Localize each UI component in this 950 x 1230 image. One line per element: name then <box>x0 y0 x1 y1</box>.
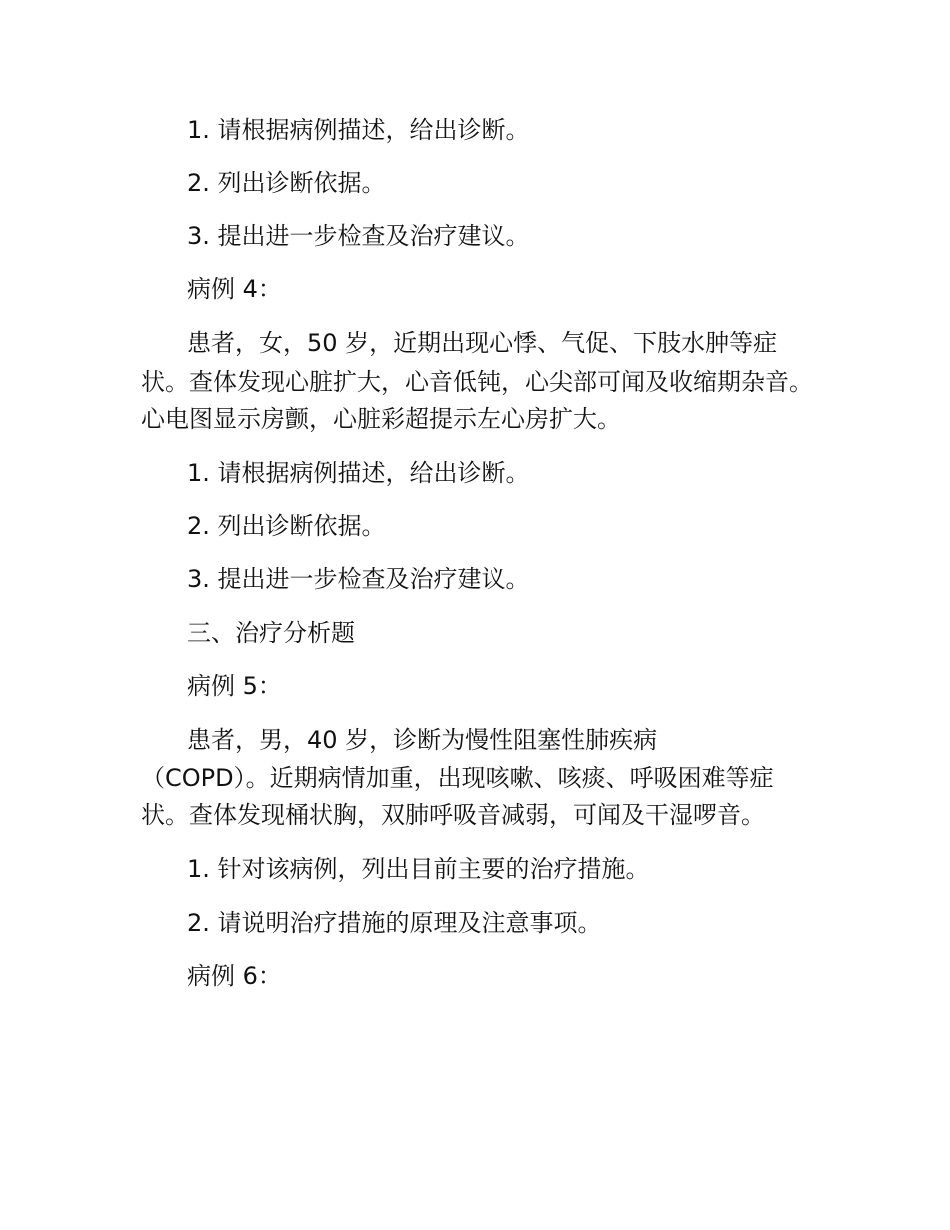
case-description-line: 患者，男，40 岁，诊断为慢性阻塞性肺疾病 <box>187 726 658 754</box>
question-item: 1. 请根据病例描述，给出诊断。 <box>187 116 530 144</box>
question-item: 2. 列出诊断依据。 <box>187 169 386 197</box>
question-item: 3. 提出进一步检查及治疗建议。 <box>187 222 530 250</box>
question-item: 2. 列出诊断依据。 <box>187 512 386 540</box>
question-item: 1. 请根据病例描述，给出诊断。 <box>187 459 530 487</box>
case-heading: 病例 6： <box>187 962 282 990</box>
section-heading: 三、治疗分析题 <box>187 619 355 647</box>
case-description-line: 状。查体发现心脏扩大，心音低钝，心尖部可闻及收缩期杂音。 <box>141 368 813 396</box>
case-heading: 病例 5： <box>187 672 282 700</box>
question-item: 3. 提出进一步检查及治疗建议。 <box>187 565 530 593</box>
question-item: 1. 针对该病例，列出目前主要的治疗措施。 <box>187 855 650 883</box>
case-description-line: 患者，女，50 岁，近期出现心悸、气促、下肢水肿等症 <box>187 329 778 357</box>
case-heading: 病例 4： <box>187 275 282 303</box>
case-description-line: 心电图显示房颤，心脏彩超提示左心房扩大。 <box>141 405 621 433</box>
case-description-line: （COPD）。近期病情加重，出现咳嗽、咳痰、呼吸困难等症 <box>141 764 774 792</box>
question-item: 2. 请说明治疗措施的原理及注意事项。 <box>187 909 602 937</box>
case-description-line: 状。查体发现桶状胸，双肺呼吸音减弱，可闻及干湿啰音。 <box>141 801 765 829</box>
